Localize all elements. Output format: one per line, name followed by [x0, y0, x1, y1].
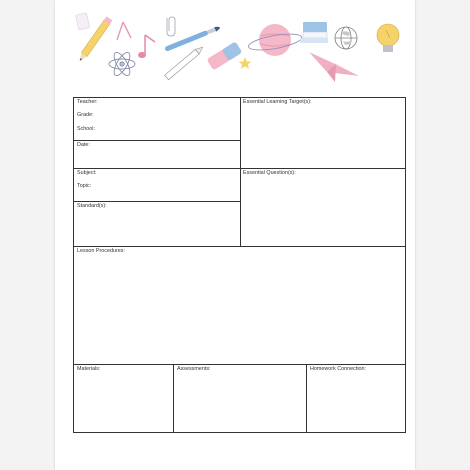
divider: [173, 364, 174, 432]
lesson-procedures-label: Lesson Procedures:: [77, 248, 125, 254]
planet-icon: [247, 24, 302, 56]
paper-plane-icon: [309, 52, 359, 82]
date-label: Date:: [77, 142, 90, 148]
essential-learning-targets-label: Essential Learning Target(s):: [243, 99, 312, 105]
school-label: School:: [77, 126, 95, 132]
school-supplies-header: [55, 0, 415, 95]
teacher-label: Teacher:: [77, 99, 98, 105]
divider: [306, 364, 307, 432]
grade-label: Grade:: [77, 112, 94, 118]
globe-icon: [335, 27, 357, 49]
lesson-plan-form: [73, 97, 406, 433]
essential-questions-label: Essential Question(s):: [243, 170, 296, 176]
divider: [74, 246, 405, 247]
notebook-icon: [76, 13, 90, 30]
compass-icon: [117, 22, 131, 40]
paintbrush-icon: [164, 25, 221, 52]
assessments-label: Assessments:: [177, 366, 211, 372]
divider: [74, 364, 405, 365]
music-note-icon: [139, 35, 155, 57]
homework-connection-label: Homework Connection:: [310, 366, 367, 372]
lesson-plan-page: [55, 0, 415, 470]
materials-label: Materials:: [77, 366, 101, 372]
topic-label: Topic:: [77, 183, 92, 189]
atom-icon: [109, 50, 135, 78]
star-icon: [239, 57, 252, 69]
paperclip-icon: [167, 17, 175, 36]
divider: [240, 98, 241, 246]
book-icon: [300, 22, 328, 43]
crayon-icon: [165, 45, 205, 80]
subject-label: Subject:: [77, 170, 97, 176]
lightbulb-icon: [377, 24, 399, 52]
divider: [74, 201, 240, 202]
divider: [74, 140, 240, 141]
eraser-icon: [207, 41, 243, 70]
standards-label: Standard(s):: [77, 203, 107, 209]
